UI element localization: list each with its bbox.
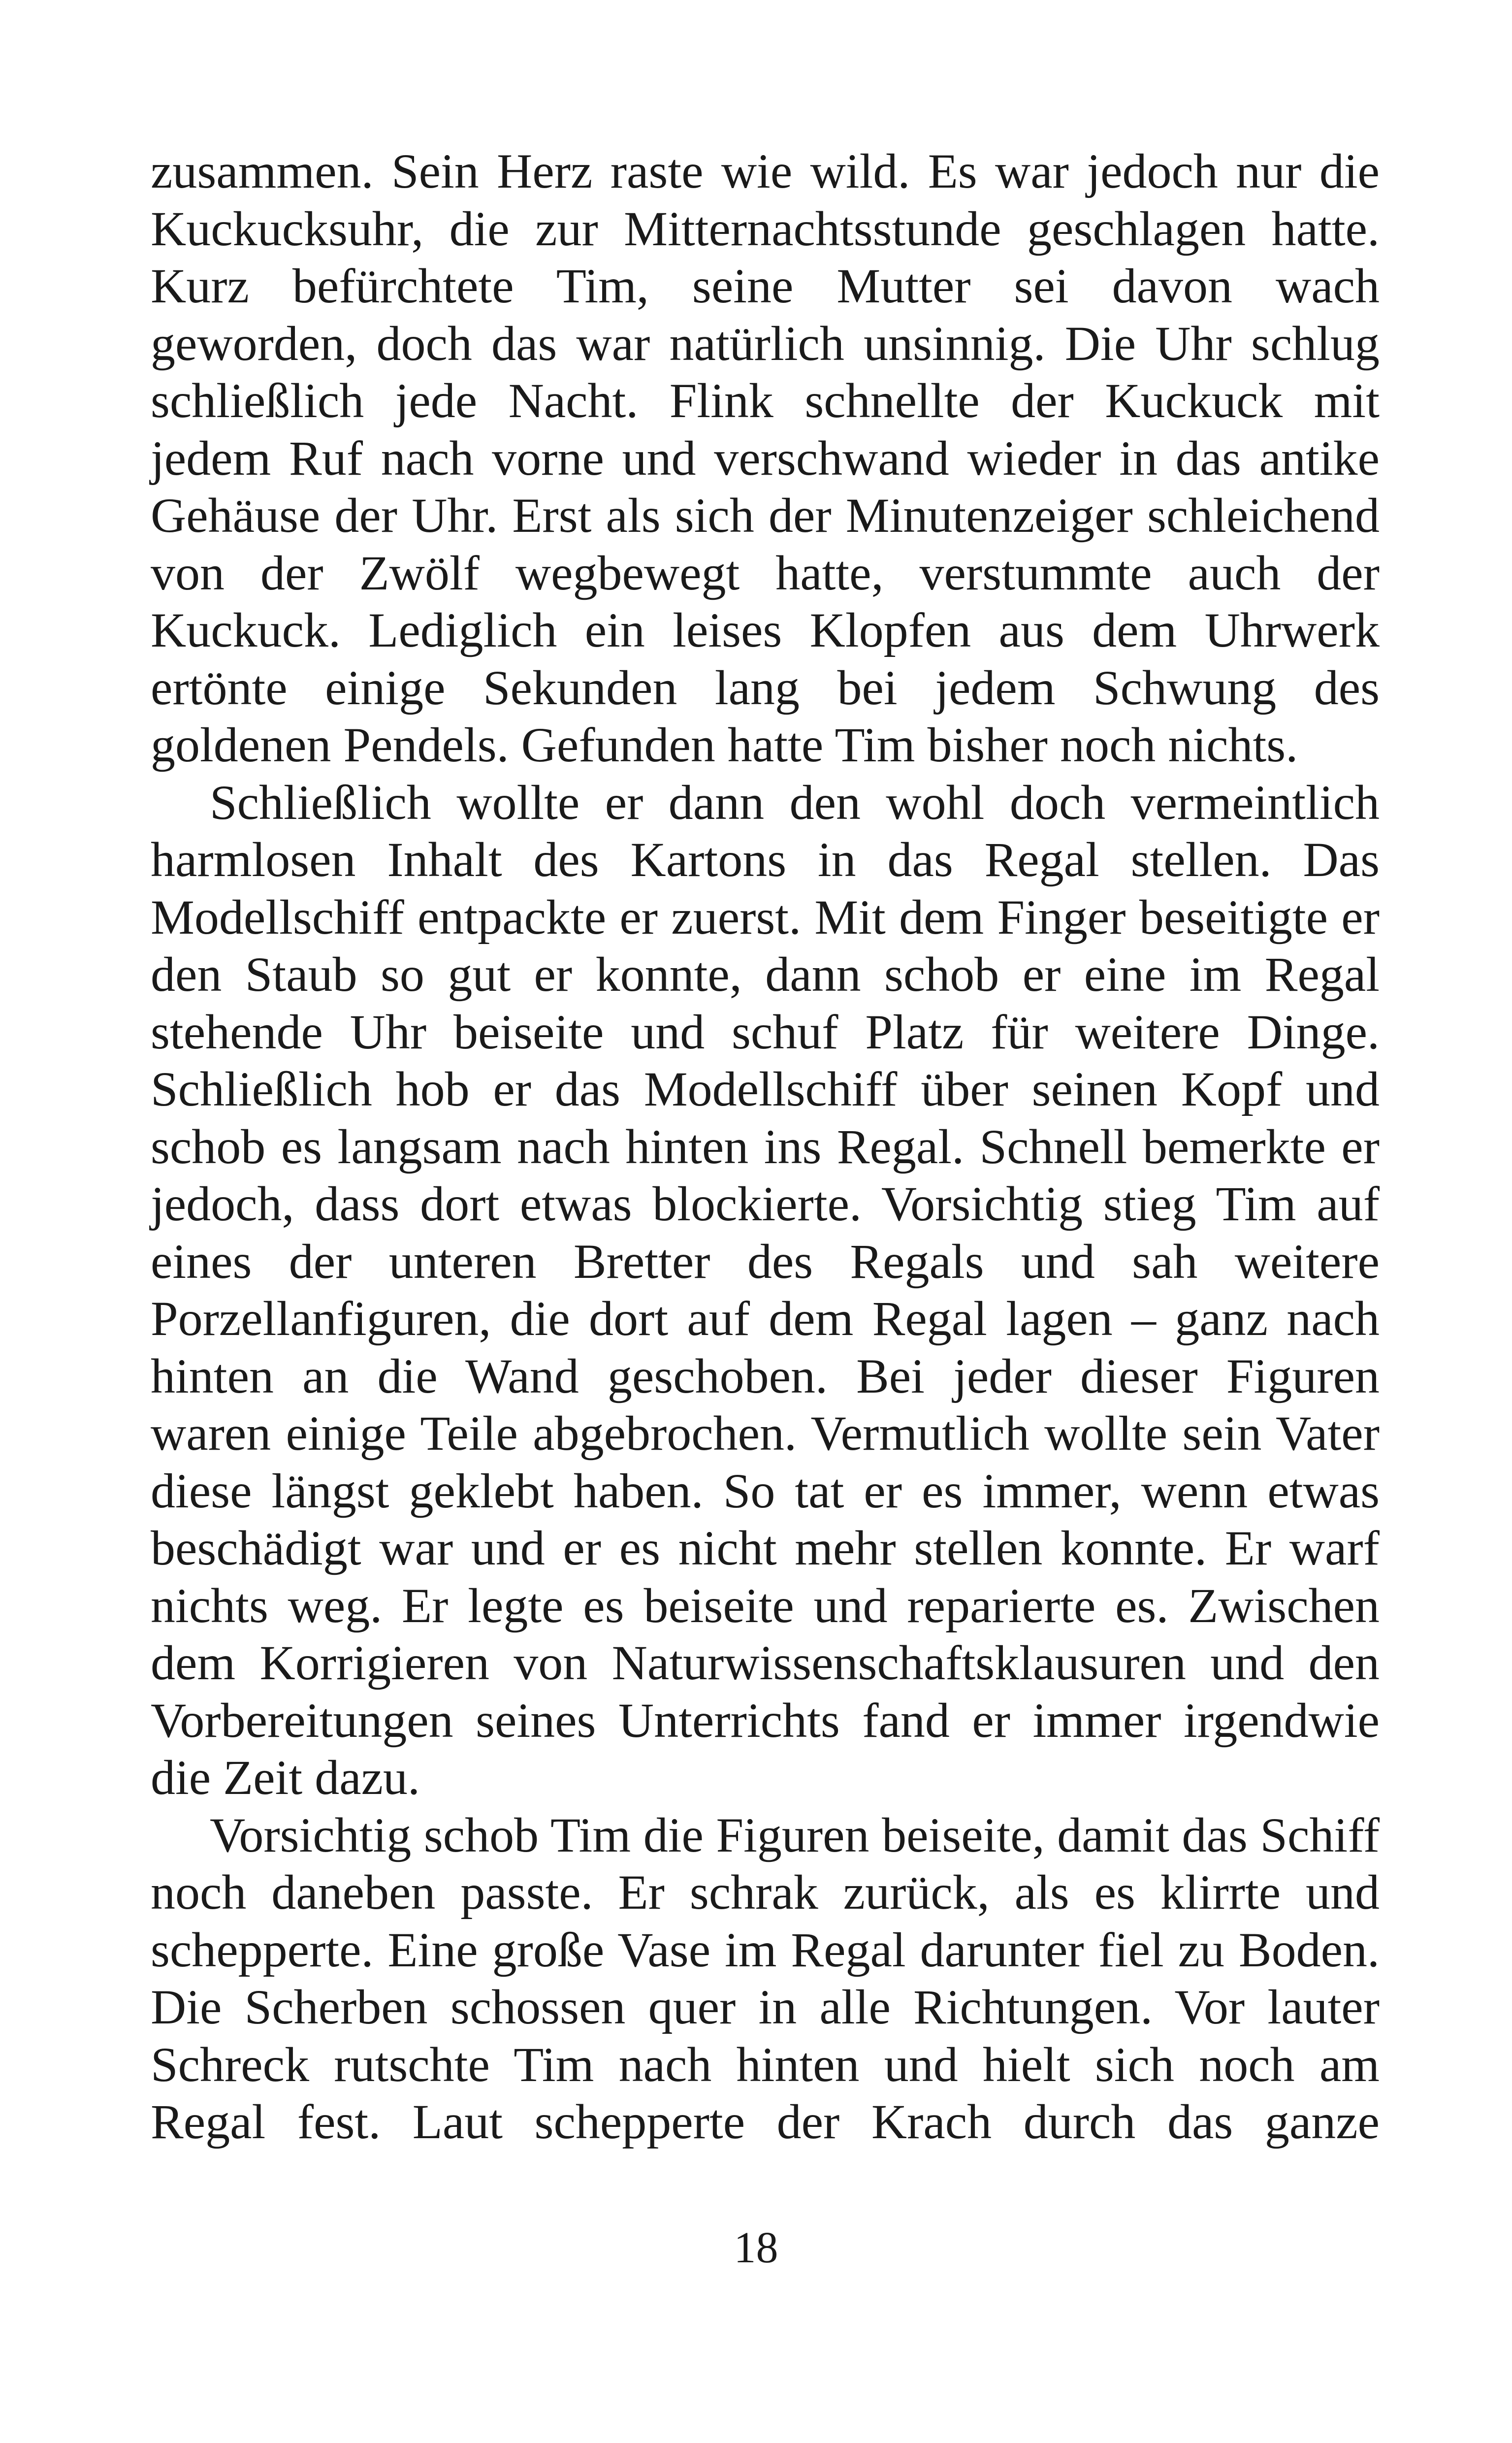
page-number: 18	[734, 2223, 778, 2272]
paragraph-3: Vorsichtig schob Tim die Figuren beiseite, damit das Schiff noch daneben passte. Er schrak zurück, als es klirrte und schepperte. Eine große Vase im Regal darunter fiel zu Boden. Die Scherben schossen quer in alle Richtungen. Vor lauter Schreck rutschte Tim nach hinten und hielt sich noch am Regal fest. Laut schepperte der Krach durch das ganze	[151, 1807, 1380, 2149]
paragraph-2: Schließlich wollte er dann den wohl doch vermeintlich harmlosen Inhalt des Kartons in das Regal stellen. Das Modellschiff entpackte er zuerst. Mit dem Finger beseitigte er den Staub so gut er konnte, dann schob er eine im Regal stehende Uhr beiseite und schuf Platz für weitere Dinge. Schließlich hob er das Modellschiff über seinen Kopf und schob es langsam nach hinten ins Regal. Schnell bemerkte er jedoch, dass dort etwas blockierte. Vorsichtig stieg Tim auf eines der unteren Bretter des Regals und sah weitere Porzellanfiguren, die dort auf dem Regal lagen – ganz nach hinten an die Wand geschoben. Bei jeder dieser Figuren waren einige Teile abgebrochen. Vermutlich wollte sein Vater diese längst geklebt haben. So tat er es immer, wenn etwas beschädigt war und er es nicht mehr stellen konnte. Er warf nichts weg. Er legte es beiseite und reparierte es. Zwischen dem Korrigieren von Naturwissenschaftsklausuren und den Vorbereitungen seines Unterrichts fand er immer irgendwie die Zeit dazu.	[151, 775, 1380, 1805]
body-text	[151, 143, 1380, 2151]
paragraph-1: zusammen. Sein Herz raste wie wild. Es war jedoch nur die Kuckucksuhr, die zur Mitternachtsstunde geschlagen hatte. Kurz befürchtete Tim, seine Mutter sei davon wach geworden, doch das war natürlich unsinnig. Die Uhr schlug schließlich jede Nacht. Flink schnellte der Kuckuck mit jedem Ruf nach vorne und verschwand wieder in das antike Gehäuse der Uhr. Erst als sich der Minutenzeiger schleichend von der Zwölf wegbewegt hatte, verstummte auch der Kuckuck. Lediglich ein leises Klopfen aus dem Uhrwerk ertönte einige Sekunden lang bei jedem Schwung des goldenen Pendels. Gefunden hatte Tim bisher noch nichts.	[151, 144, 1380, 772]
